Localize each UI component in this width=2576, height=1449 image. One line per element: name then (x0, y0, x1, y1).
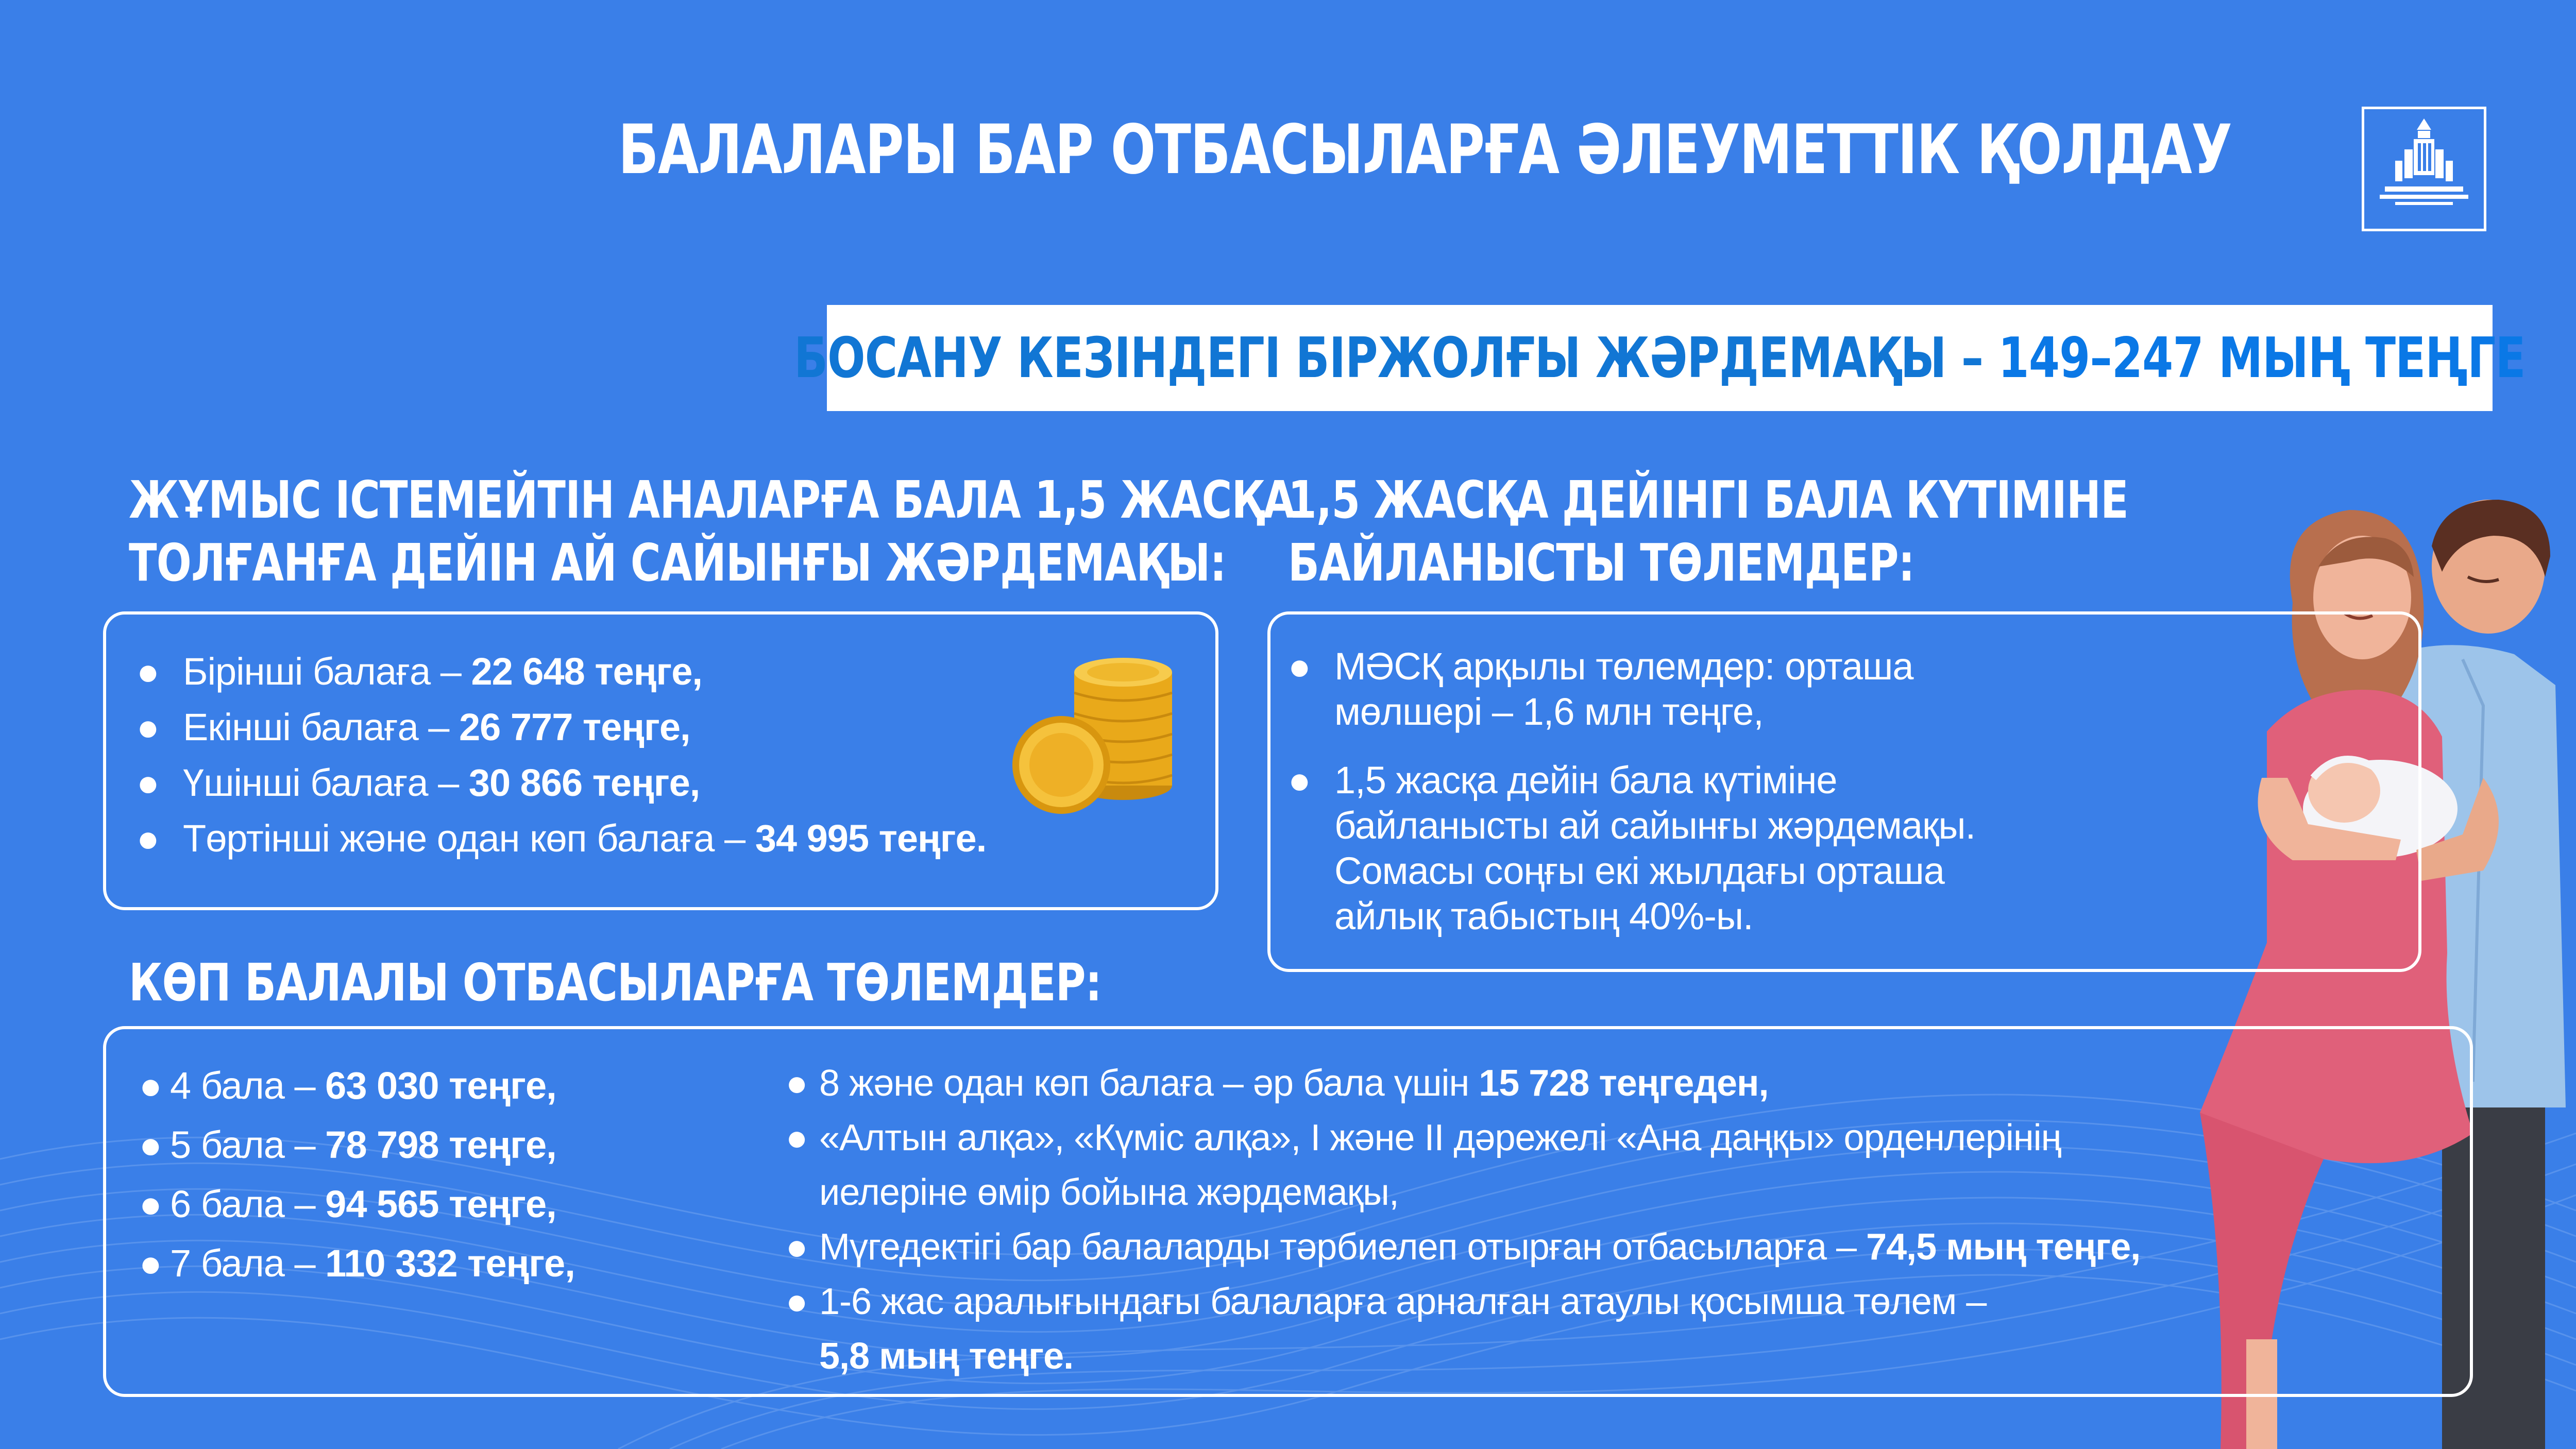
list-item: ● МӘСҚ арқылы төлемдер: орташа мөлшері – 1,6 млн теңге, (1288, 645, 1913, 733)
list-item-continuation: 5,8 мың теңге. (819, 1336, 1074, 1377)
one-time-birth-benefit-banner (794, 305, 2526, 411)
bullet-icon: ● (139, 1064, 162, 1107)
bullet-icon: ● (786, 1117, 808, 1158)
banner-text: БОСАНУ КЕЗІНДЕГІ БІРЖОЛҒЫ ЖӘРДЕМАҚЫ – (794, 326, 1984, 390)
bullet-icon: ● (137, 706, 159, 748)
list-item: ● 1-6 жас аралығындағы балаларға арналған атаулы қосымша төлем – (819, 1274, 2140, 1329)
bullet-icon: ● (1288, 759, 1311, 802)
list-item: ● 8 және одан көп балаға – әр бала үшін 15 728 теңгеден, (819, 1056, 2140, 1111)
page-title: БАЛАЛАРЫ БАР ОТБАСЫЛАРҒА ӘЛЕУМЕТТІК ҚОЛДАУ (618, 110, 2232, 190)
heading-line: 1,5 ЖАСҚА ДЕЙІНГІ БАЛА КҮТІМІНЕ (1288, 470, 2128, 530)
list-item: ● Екінші балаға – 26 777 теңге, (183, 700, 986, 755)
list-item: ● Төртінші және одан көп балаға – 34 995 теңге. (183, 811, 986, 866)
children-count-list (139, 1056, 575, 1293)
list-item-continuation: иелеріне өмір бойына жәрдемақы, (819, 1172, 1399, 1213)
list-item: ● Үшінші балаға – 30 866 теңге, (183, 755, 986, 811)
bullet-icon: ● (137, 650, 159, 693)
gold-coins-icon (1005, 636, 1180, 822)
heading-line: БАЙЛАНЫСТЫ ТӨЛЕМДЕР: (1288, 533, 1914, 593)
bullet-icon: ● (786, 1226, 808, 1268)
list-item: ● «Алтын алқа», «Күміс алқа», І және ІІ дәрежелі «Ана даңқы» орденлерінің (819, 1111, 2140, 1165)
bullet-icon: ● (137, 761, 159, 804)
childcare-payments-list (1288, 644, 1976, 939)
bullet-icon: ● (139, 1242, 162, 1285)
monthly-benefit-heading (129, 469, 1295, 594)
list-item: ● 6 бала – 94 565 теңге, (170, 1174, 575, 1234)
list-item: ● 1,5 жасқа дейін бала күтіміне байланысты ай сайынғы жәрдемақы. Сомасы соңғы екі жылдағы орташа айлық табыстың 40%-ы. (1288, 759, 1976, 937)
list-item: ● Бірінші балаға – 22 648 теңге, (183, 644, 986, 700)
heading-line: ЖҰМЫС ІСТЕМЕЙТІН АНАЛАРҒА БАЛА 1,5 ЖАСҚА (129, 470, 1295, 530)
bullet-icon: ● (1288, 645, 1311, 688)
bullet-icon: ● (137, 817, 159, 860)
list-item: ● 5 бала – 78 798 теңге, (170, 1115, 575, 1174)
list-item: ● 7 бала – 110 332 теңге, (170, 1234, 575, 1293)
list-item: ● Мүгедектігі бар балаларды тәрбиелеп отырған отбасыларға – 74,5 мың теңге, (819, 1220, 2140, 1274)
childcare-payments-heading (1288, 469, 2128, 594)
heading-line: ТОЛҒАНҒА ДЕЙІН АЙ САЙЫНҒЫ ЖӘРДЕМАҚЫ: (129, 533, 1226, 593)
bullet-icon: ● (139, 1123, 162, 1166)
bullet-icon: ● (786, 1063, 808, 1104)
monthly-benefit-list (137, 644, 987, 866)
large-families-heading: КӨП БАЛАЛЫ ОТБАСЫЛАРҒА ТӨЛЕМДЕР: (129, 952, 1101, 1013)
list-item: ● 4 бала – 63 030 теңге, (170, 1056, 575, 1115)
additional-payments-list (786, 1056, 2141, 1384)
bullet-icon: ● (139, 1183, 162, 1225)
bullet-icon: ● (786, 1281, 808, 1322)
government-building-emblem-icon (2362, 107, 2486, 231)
banner-amount: 149–247 МЫҢ ТЕҢГЕ (1998, 326, 2526, 390)
